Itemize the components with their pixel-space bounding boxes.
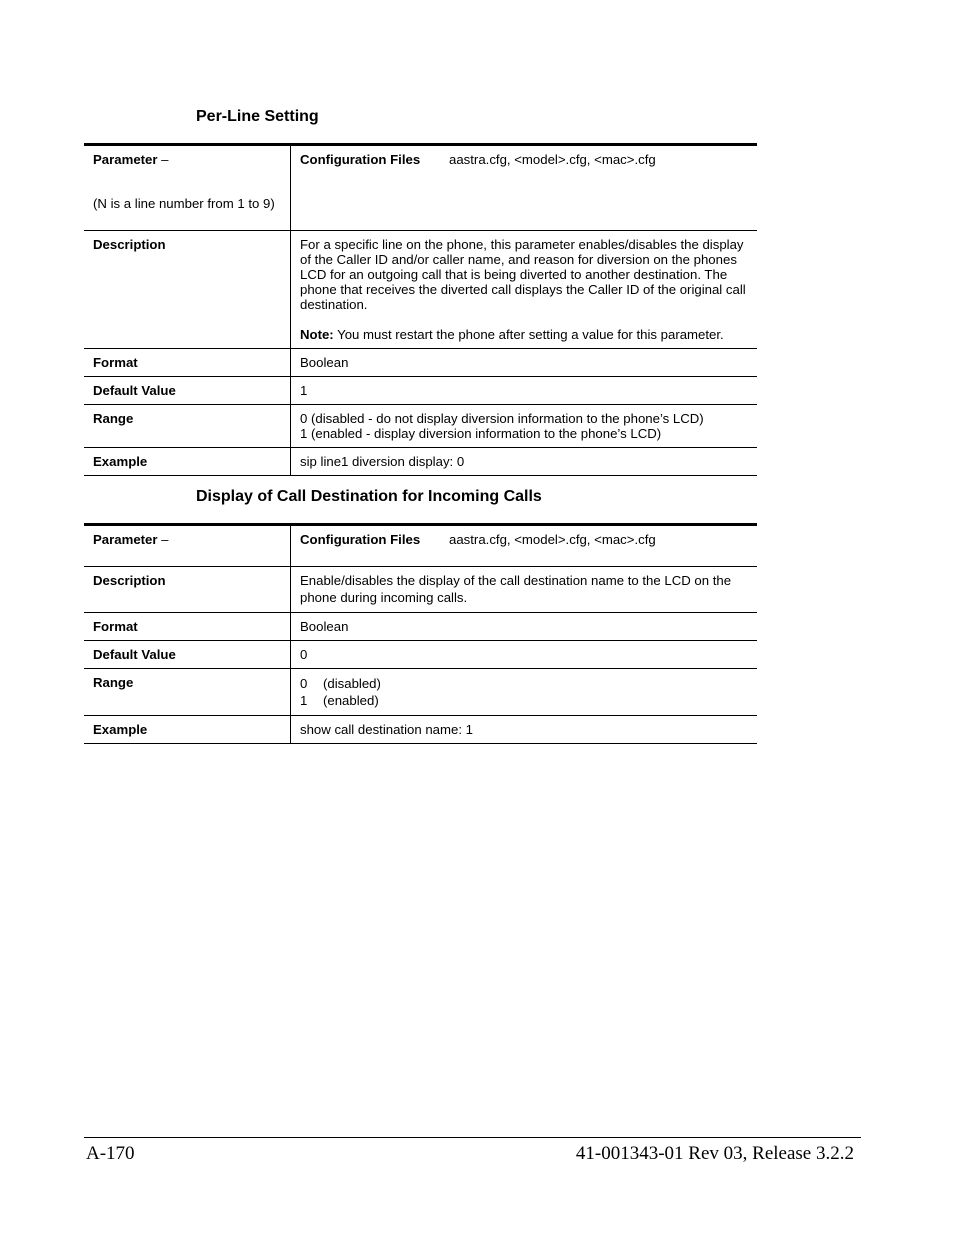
config-files-cell: [291, 525, 758, 567]
description-label: Description: [84, 567, 291, 613]
section-title-per-line-setting: Per-Line Setting: [196, 108, 319, 125]
range-item-text: (enabled): [323, 693, 379, 708]
config-files-label: Configuration Files: [300, 532, 421, 547]
parameter-label: Parameter: [93, 152, 158, 167]
table-row: [84, 448, 757, 476]
table-row: [84, 349, 757, 377]
description-text: Enable/disables the display of the call destination name to the LCD on the phone during incoming calls.: [291, 567, 758, 613]
default-value-label: Default Value: [84, 641, 291, 669]
config-files-value: aastra.cfg, <model>.cfg, <mac>.cfg: [449, 532, 656, 547]
table-row: [84, 231, 757, 349]
parameter-label-cell: [84, 145, 291, 231]
note-label: Note:: [300, 327, 334, 342]
table-row: [84, 567, 757, 613]
parameter-note: (N is a line number from 1 to 9): [93, 196, 275, 211]
range-item-number: 0: [300, 676, 308, 691]
format-label: Format: [84, 613, 291, 641]
description-label: Description: [84, 231, 291, 349]
range-item-number: 1: [300, 693, 308, 708]
per-line-setting-table: [84, 143, 757, 476]
table-row: [84, 613, 757, 641]
range-label: Range: [84, 405, 291, 448]
range-line: 1 (enabled - display diversion information to the phone’s LCD): [300, 426, 662, 441]
range-cell: [291, 405, 758, 448]
range-label: Range: [84, 669, 291, 716]
format-value: Boolean: [291, 349, 758, 377]
parameter-dash: –: [157, 532, 169, 547]
range-item: [300, 675, 748, 692]
example-value: show call destination name: 1: [291, 716, 758, 744]
table-row: [84, 377, 757, 405]
example-label: Example: [84, 448, 291, 476]
config-files-label: Configuration Files: [300, 152, 421, 167]
format-value: Boolean: [291, 613, 758, 641]
config-files-cell: [291, 145, 758, 231]
format-label: Format: [84, 349, 291, 377]
footer-divider: [84, 1137, 861, 1138]
parameter-label: Parameter: [93, 532, 158, 547]
example-value: sip line1 diversion display: 0: [291, 448, 758, 476]
description-cell: [291, 231, 758, 349]
default-value: 0: [291, 641, 758, 669]
config-files-value: aastra.cfg, <model>.cfg, <mac>.cfg: [449, 152, 656, 167]
page-number: A-170: [86, 1143, 135, 1164]
table-row: [84, 641, 757, 669]
range-cell: [291, 669, 758, 716]
table-row: [84, 669, 757, 716]
parameter-label-cell: [84, 525, 291, 567]
default-value: 1: [291, 377, 758, 405]
section-title-call-destination: Display of Call Destination for Incoming Calls: [196, 488, 542, 505]
description-text: For a specific line on the phone, this parameter enables/disables the display of the Caller ID and/or caller name, and reason for diversion on the phones LCD for an outgoing call that is being diverted to another destination. The phone that receives the diverted call displays the Caller ID of the original call destination.: [300, 237, 746, 312]
range-item: [300, 692, 748, 709]
table-row: [84, 145, 757, 231]
range-item-text: (disabled): [323, 676, 381, 691]
default-value-label: Default Value: [84, 377, 291, 405]
table-row: [84, 716, 757, 744]
example-label: Example: [84, 716, 291, 744]
table-row: [84, 405, 757, 448]
document-id: 41-001343-01 Rev 03, Release 3.2.2: [575, 1143, 854, 1164]
table-row: [84, 525, 757, 567]
note-text: You must restart the phone after setting a value for this parameter.: [333, 327, 724, 342]
call-destination-table: [84, 523, 757, 744]
range-line: 0 (disabled - do not display diversion information to the phone’s LCD): [300, 411, 704, 426]
parameter-dash: –: [157, 152, 169, 167]
